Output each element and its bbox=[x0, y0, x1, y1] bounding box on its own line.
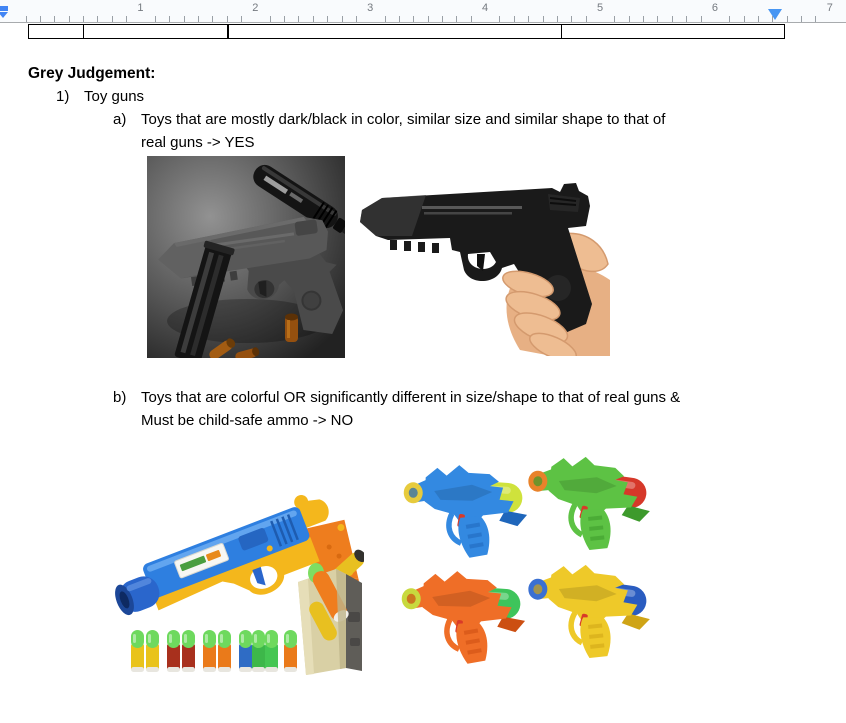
ruler-tick bbox=[83, 16, 84, 22]
ruler-tick bbox=[456, 16, 457, 22]
ruler-tick bbox=[686, 16, 687, 22]
ruler-tick bbox=[571, 16, 572, 22]
soft-dart bbox=[239, 630, 252, 672]
item-b-text bbox=[141, 386, 680, 432]
right-indent-marker-icon[interactable] bbox=[768, 9, 782, 20]
table-cell[interactable] bbox=[561, 24, 785, 39]
ruler-tick bbox=[342, 16, 343, 22]
ruler-tick bbox=[528, 16, 529, 22]
ruler-tick bbox=[69, 16, 70, 22]
ruler-tick bbox=[758, 16, 759, 22]
soft-dart bbox=[218, 630, 231, 672]
ruler-tick bbox=[471, 16, 472, 22]
item-b-label: b) bbox=[113, 389, 127, 406]
ruler-tick bbox=[284, 16, 285, 22]
ruler-tick bbox=[772, 16, 773, 22]
ruler-number: 2 bbox=[252, 2, 259, 14]
soft-dart bbox=[131, 630, 144, 672]
ruler-tick bbox=[112, 16, 113, 22]
ruler-tick bbox=[26, 16, 27, 22]
ruler-tick bbox=[657, 16, 658, 22]
list-number: 1) bbox=[56, 88, 70, 105]
ruler-tick bbox=[399, 16, 400, 22]
ruler-tick bbox=[270, 16, 271, 22]
ruler-tick bbox=[815, 16, 816, 22]
colorful-toy-pistol-photo[interactable] bbox=[98, 452, 364, 678]
ruler-tick bbox=[169, 16, 170, 22]
ruler-tick bbox=[298, 16, 299, 22]
item-a-line2: real guns -> YES bbox=[141, 134, 255, 151]
ruler-tick bbox=[629, 16, 630, 22]
ruler-tick bbox=[126, 16, 127, 22]
ruler[interactable] bbox=[0, 0, 846, 23]
ruler-tick bbox=[155, 16, 156, 22]
first-line-indent-icon[interactable] bbox=[0, 6, 8, 11]
item-b-line2: Must be child-safe ammo -> NO bbox=[141, 412, 354, 429]
ruler-number: 4 bbox=[482, 2, 489, 14]
ruler-number: 5 bbox=[596, 2, 604, 14]
table-row-fragment[interactable] bbox=[28, 24, 785, 39]
ruler-tick bbox=[744, 16, 745, 22]
item-b-line1: Toys that are colorful OR significantly different in size/shape to that of real guns & bbox=[141, 389, 681, 406]
left-indent-triangle-icon[interactable] bbox=[0, 12, 8, 18]
left-indent-marker[interactable] bbox=[0, 6, 8, 19]
ruler-tick bbox=[514, 16, 515, 22]
soft-dart bbox=[252, 630, 265, 672]
item-a-line1: Toys that are mostly dark/black in color, similar size and similar shape to that of bbox=[141, 111, 666, 128]
item-a-text bbox=[141, 108, 665, 154]
water-pistols-photo[interactable] bbox=[398, 450, 658, 670]
ruler-tick bbox=[543, 16, 544, 22]
soft-dart bbox=[265, 630, 278, 672]
ruler-tick bbox=[586, 16, 587, 22]
ruler-tick bbox=[672, 16, 673, 22]
soft-dart bbox=[203, 630, 216, 672]
ruler-tick bbox=[54, 16, 55, 22]
ruler-tick bbox=[241, 16, 242, 22]
black-toy-gun-in-hand-photo[interactable] bbox=[352, 172, 610, 356]
ruler-tick bbox=[198, 16, 199, 22]
ruler-tick bbox=[557, 16, 558, 22]
soft-dart bbox=[146, 630, 159, 672]
table-cell[interactable] bbox=[83, 24, 229, 39]
list-title: Toy guns bbox=[84, 88, 145, 105]
ruler-tick bbox=[787, 16, 788, 22]
ruler-number: 1 bbox=[137, 2, 144, 14]
ruler-tick bbox=[227, 16, 228, 22]
ruler-tick bbox=[356, 16, 357, 22]
ruler-tick bbox=[385, 16, 386, 22]
ruler-tick bbox=[428, 16, 429, 22]
ruler-tick bbox=[701, 16, 702, 22]
soft-dart bbox=[182, 630, 195, 672]
dark-toy-gun-photo[interactable] bbox=[147, 156, 345, 358]
ruler-tick bbox=[327, 16, 328, 22]
ruler-tick bbox=[40, 16, 41, 22]
ruler-tick bbox=[442, 16, 443, 22]
ruler-number: 6 bbox=[711, 2, 718, 14]
table-cell[interactable] bbox=[28, 24, 84, 39]
ruler-tick bbox=[614, 16, 615, 22]
soft-dart bbox=[284, 630, 297, 672]
soft-darts-row bbox=[131, 630, 297, 672]
ruler-tick bbox=[729, 16, 730, 22]
ruler-number: 7 bbox=[826, 2, 833, 14]
ruler-number: 3 bbox=[367, 2, 374, 14]
ruler-tick bbox=[413, 16, 414, 22]
item-a-label: a) bbox=[113, 111, 127, 128]
ruler-tick bbox=[212, 16, 213, 22]
heading-grey-judgement: Grey Judgement: bbox=[28, 65, 156, 82]
ruler-tick bbox=[801, 16, 802, 22]
soft-dart bbox=[167, 630, 180, 672]
table-cell[interactable] bbox=[227, 24, 562, 39]
ruler-tick bbox=[643, 16, 644, 22]
ruler-tick bbox=[499, 16, 500, 22]
ruler-tick bbox=[184, 16, 185, 22]
ruler-tick bbox=[313, 16, 314, 22]
ruler-tick bbox=[97, 16, 98, 22]
